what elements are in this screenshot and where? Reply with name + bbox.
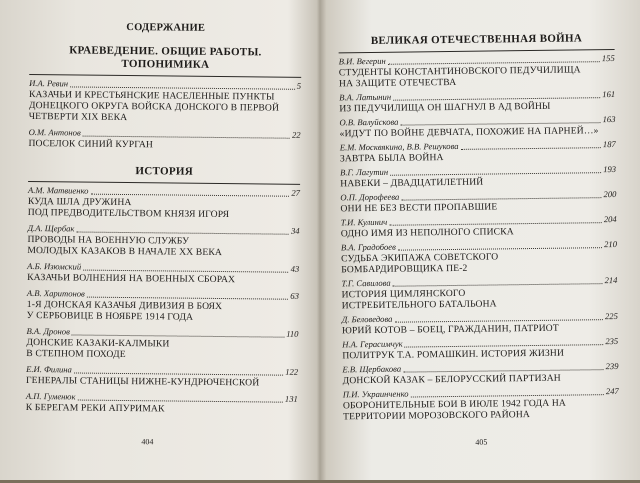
entry-page-number: 27	[291, 187, 301, 198]
entry-page-number: 187	[602, 138, 616, 150]
entry-title-line: ОБОРОНИТЕЛЬНЫЕ БОИ В ИЮЛЕ 1942 ГОДА НА	[342, 397, 567, 412]
entry-title-line: ПОСЕЛОК СИНИЙ КУРГАН	[28, 137, 154, 151]
entry-page-number: 34	[290, 225, 300, 236]
entry-title-line: КАЗАЧЬИ И КРЕСТЬЯНСКИЕ НАСЕЛЕННЫЕ ПУНКТЫ	[28, 88, 275, 103]
entry-author: О.М. Антонов	[28, 126, 81, 138]
entry-page-number: 5	[296, 80, 302, 91]
entry-page-number: 43	[290, 263, 300, 274]
entry-author: И.А. Ревин	[29, 77, 69, 89]
entry-title-line: ОДНО ИМЯ ИЗ НЕПОЛНОГО СПИСКА	[340, 226, 514, 240]
entry-title-line: ЗАВТРА БЫЛА ВОЙНА	[339, 152, 444, 165]
entry-title-line: ДОНСКОЙ КАЗАК – БЕЛОРУССКИЙ ПАРТИЗАН	[342, 372, 561, 387]
entry-title-line: ТЕРРИТОРИИ МОРОЗОВСКОГО РАЙОНА	[343, 409, 531, 423]
entry-title-line: СТУДЕНТЫ КОНСТАНТИНОВСКОГО ПЕДУЧИЛИЩА	[338, 64, 581, 79]
page-number: 404	[141, 437, 154, 447]
entry-author: В.Г. Лагутин	[340, 166, 389, 178]
entry-page-number: 210	[604, 238, 618, 250]
section-rule	[29, 74, 301, 78]
entry-title-line: ПОД ПРЕДВОДИТЕЛЬСТВОМ КНЯЗЯ ИГОРЯ	[27, 206, 230, 221]
entry-author: Е.М. Москвякина, В.В. Решукова	[339, 140, 459, 153]
entry-page-number: 63	[290, 290, 299, 301]
entry-author: В.А. Латынин	[339, 91, 392, 103]
toc-entry	[341, 239, 617, 275]
section-title: ИСТОРИЯ	[135, 165, 194, 178]
entry-page-number: 235	[605, 335, 619, 347]
toc-entry	[27, 223, 299, 259]
entry-author: О.П. Дорофеева	[340, 191, 400, 203]
entry-author: Т.Г. Савилова	[341, 277, 391, 289]
entry-title-line: ПОЛИТРУК Т.А. РОМАШКИН. ИСТОРИЯ ЖИЗНИ	[342, 347, 565, 362]
entry-title-line: ИЗ ПЕДУЧИЛИЩА ОН ШАГНУЛ В АД ВОЙНЫ	[339, 100, 551, 115]
entry-page-number: 225	[604, 310, 618, 322]
toc-entry	[339, 89, 615, 114]
toc-entry	[28, 127, 300, 152]
toc-entry	[26, 364, 298, 389]
entry-author: Д. Беловедова	[341, 313, 393, 325]
entry-page-number: 163	[602, 113, 616, 125]
section-title: ТОПОНИМИКА	[121, 57, 210, 71]
section-rule	[28, 181, 300, 185]
entry-page-number: 200	[603, 188, 617, 200]
entry-title-line: ИСТРЕБИТЕЛЬНОГО БАТАЛЬОНА	[341, 298, 497, 312]
section-title: КРАЕВЕДЕНИЕ. ОБЩИЕ РАБОТЫ.	[69, 44, 262, 59]
entry-page-number: 22	[291, 129, 301, 140]
entry-title-line: В СТЕПНОМ ПОХОДЕ	[26, 347, 126, 361]
right-page	[338, 0, 620, 483]
left-page	[25, 0, 302, 483]
entry-author: А.В. Харитонов	[26, 287, 85, 299]
entry-author: О.В. Валуйскова	[339, 116, 399, 128]
toc-entry	[27, 261, 299, 286]
entry-author: П.И. Украинченко	[342, 388, 409, 400]
entry-title-line: ДОНСКИЕ КАЗАКИ-КАЛМЫКИ	[26, 336, 170, 350]
toc-entry	[342, 361, 618, 386]
entry-author: В.А. Дронов	[26, 325, 70, 337]
entry-page-number: 204	[603, 213, 617, 225]
toc-entry	[26, 391, 298, 416]
toc-entry	[341, 214, 617, 239]
entry-title-line: 1-Я ДОНСКАЯ КАЗАЧЬЯ ДИВИЗИЯ В БОЯХ	[26, 298, 223, 313]
entry-page-number: 161	[602, 88, 616, 100]
toc-entry	[26, 326, 298, 362]
toc-entry	[342, 311, 618, 336]
entry-author: В.А. Градобоев	[340, 241, 396, 253]
section-title: ВЕЛИКАЯ ОТЕЧЕСТВЕННАЯ ВОЙНА	[370, 32, 583, 47]
entry-page-number: 110	[286, 328, 299, 339]
toc-entry	[27, 288, 299, 324]
entry-author: Д.А. Щербак	[27, 222, 75, 234]
entry-title-line: БОМБАРДИРОВЩИКА ПЕ-2	[341, 262, 468, 276]
entry-author: Т.И. Кулинич	[340, 216, 388, 228]
toc-entry	[340, 139, 616, 164]
toc-entry	[340, 164, 616, 189]
entry-author: Е.И. Филина	[26, 363, 72, 375]
entry-title-line: НА ЗАЩИТЕ ОТЕЧЕСТВА	[338, 76, 457, 90]
entry-title-line: ИСТОРИЯ ЦИМЛЯНСКОГО	[341, 287, 466, 301]
toc-entry	[343, 386, 619, 422]
entry-title-line: ГЕНЕРАЛЫ СТАНИЦЫ НИЖНЕ-КУНДРЮЧЕНСКОЙ	[25, 374, 260, 389]
entry-page-number: 155	[601, 52, 615, 64]
entry-title-line: ОНИ НЕ БЕЗ ВЕСТИ ПРОПАВШИЕ	[340, 201, 498, 215]
entry-title-line: ПРОВОДЫ НА ВОЕННУЮ СЛУЖБУ	[27, 233, 190, 247]
entry-title-line: «ИДУТ ПО ВОЙНЕ ДЕВЧАТА, ПОХОЖИЕ НА ПАРНЕЙ…»	[339, 125, 599, 140]
entry-author: А.М. Матвиенко	[27, 184, 89, 196]
entry-author: А.П. Гуменюк	[25, 390, 76, 402]
toc-entry	[342, 336, 618, 361]
toc-entry	[341, 275, 617, 311]
entry-title-line: К БЕРЕГАМ РЕКИ АПУРИМАК	[25, 401, 165, 415]
entry-author: Е.В. Щербакова	[342, 363, 402, 375]
toc-entry	[340, 189, 616, 214]
entry-page-number: 239	[605, 360, 619, 372]
entry-page-number: 247	[605, 385, 619, 397]
entry-page-number: 122	[285, 366, 299, 377]
entry-title-line: ЧЕТВЕРТИ XIX ВЕКА	[28, 110, 128, 124]
toc-entry	[339, 53, 615, 89]
entry-title-line: У СЕРБОВИЦЕ В НОЯБРЕ 1914 ГОДА	[26, 309, 194, 323]
entry-author: В.И. Вегерин	[338, 55, 386, 67]
contents-heading: СОДЕРЖАНИЕ	[126, 22, 206, 34]
toc-entry	[29, 78, 301, 125]
entry-page-number: 214	[604, 274, 618, 286]
entry-author: Н.А. Герасимчук	[342, 338, 403, 350]
entry-page-number: 193	[603, 163, 617, 175]
entry-title-line: НАВЕКИ – ДВАДЦАТИЛЕТНИЙ	[340, 176, 484, 190]
page-number: 405	[475, 437, 488, 447]
toc-entry	[28, 185, 300, 221]
entry-title-line: ДОНЕЦКОГО ОКРУГА ВОЙСКА ДОНСКОГО В ПЕРВОЙ	[28, 99, 280, 114]
entry-page-number: 131	[284, 393, 298, 404]
entry-title-line: КУДА ШЛА ДРУЖИНА	[27, 195, 132, 209]
entry-author: А.Б. Изюмский	[27, 260, 82, 272]
entry-title-line: КАЗАЧЬИ ВОЛНЕНИЯ НА ВОЕННЫХ СБОРАХ	[27, 271, 236, 286]
entry-title-line: СУДЬБА ЭКИПАЖА СОВЕТСКОГО	[341, 251, 499, 265]
toc-entry	[339, 114, 615, 139]
entry-title-line: МОЛОДЫХ КАЗАКОВ В НАЧАЛЕ XX ВЕКА	[27, 244, 223, 259]
entry-title-line: ЮРИЙ КОТОВ – БОЕЦ, ГРАЖДАНИН, ПАТРИОТ	[341, 322, 559, 337]
